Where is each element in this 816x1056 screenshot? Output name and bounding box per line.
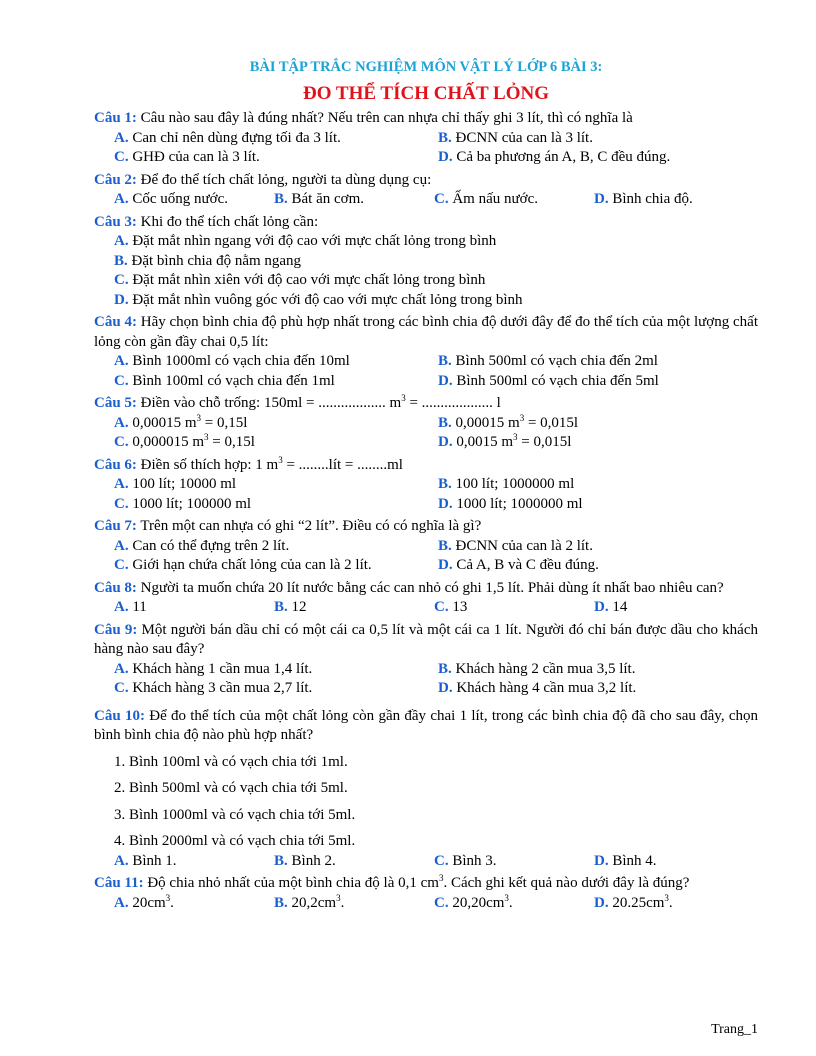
question-label: Câu 2: (94, 171, 137, 188)
question-text: Để đo thể tích chất lỏng, người ta dùng dụng cụ: (140, 171, 432, 188)
option-b[interactable]: B. Đặt bình chia độ nằm ngang (114, 252, 302, 269)
option-d[interactable]: D. $20.25cm^3$. (594, 892, 673, 911)
question-8 (94, 579, 758, 599)
option-d[interactable]: D. Đặt mắt nhìn vuông góc với độ cao với mực chất lỏng trong bình (114, 291, 523, 308)
option-c[interactable]: C. GHĐ của can là 3 lít. (114, 149, 260, 165)
option-a[interactable]: A. Bình 1000ml có vạch chia đến 10ml (114, 353, 350, 369)
option-c[interactable]: C. Bình 100ml có vạch chia đến 1ml (114, 372, 335, 389)
question-6 (94, 456, 758, 476)
option-d[interactable]: D. Khách hàng 4 cần mua 3,2 lít. (438, 680, 637, 696)
question-label: Câu 8: (94, 579, 137, 596)
option-a[interactable]: A. 100 lít; 10000 ml (114, 476, 237, 492)
option-b[interactable]: B. 100 lít; 1000000 ml (438, 476, 575, 492)
option-b[interactable]: B. 0,00015 $m^3 = 0,015l$ (438, 412, 579, 431)
question-7 (94, 517, 758, 537)
question-4 (94, 313, 758, 352)
option-a[interactable]: A. Khách hàng 1 cần mua 1,4 lít. (114, 660, 313, 677)
options-1 (114, 129, 758, 168)
question-text: Trên một can nhựa có ghi “2 lít”. Điều có có nghĩa là gì? (140, 518, 482, 534)
option-b[interactable]: B. Khách hàng 2 cần mua 3,5 lít. (438, 660, 636, 677)
option-a[interactable]: A. Bình 1. (114, 852, 177, 869)
list-item: 2. Bình 500ml và có vạch chia tới 5ml. (114, 780, 348, 796)
options-7 (114, 537, 758, 576)
options-3 (114, 232, 758, 310)
option-a[interactable]: A. Đặt mắt nhìn ngang với độ cao với mực chất lỏng trong bình (114, 233, 497, 249)
options-2 (114, 190, 758, 210)
choice-list (114, 753, 758, 852)
option-b[interactable]: B. 12 (274, 599, 307, 615)
question-label: Câu 10: (94, 707, 145, 724)
question-label: Câu 6: (94, 456, 137, 473)
option-c[interactable]: C. 13 (434, 599, 468, 615)
option-c[interactable]: C. Giới hạn chứa chất lỏng của can là 2 lít. (114, 557, 372, 573)
question-text: Điền vào chỗ trống: 150ml = .................. $m^3$ = ................... l (140, 393, 501, 411)
option-c[interactable]: C. $20,20cm^3$. (434, 892, 513, 911)
question-5 (94, 394, 758, 414)
question-10 (94, 707, 758, 746)
subject-title: BÀI TẬP TRẮC NGHIỆM MÔN VẬT LÝ LỚP 6 BÀI 3: (249, 59, 603, 75)
question-text: Người ta muốn chứa 20 lít nước bằng các can nhỏ có ghi 1,5 lít. Phải dùng ít nhất bao nhiêu can? (140, 579, 724, 596)
question-3 (94, 213, 758, 233)
option-d[interactable]: D. 14 (594, 599, 628, 615)
question-text: Khi đo thể tích chất lỏng cần: (140, 213, 319, 230)
question-label: Câu 4: (94, 314, 137, 330)
option-a[interactable]: A. $20cm^3$. (114, 892, 174, 911)
options-11 (114, 894, 758, 914)
option-c[interactable]: C. Khách hàng 3 cần mua 2,7 lít. (114, 680, 313, 696)
option-b[interactable]: B. $20,2cm^3$. (274, 892, 345, 911)
options-9 (114, 660, 758, 699)
option-c[interactable]: C. 0,000015 $m^3 = 0,15l$ (114, 432, 255, 450)
question-1 (94, 109, 758, 129)
question-text: Hãy chọn bình chia độ phù hợp nhất trong các bình chia độ dưới đây để đo thể tích của một lượng chất lỏng còn gần đầy chai 0,5 lít: (94, 314, 758, 350)
option-b[interactable]: B. Bát ăn cơm. (274, 191, 365, 207)
option-d[interactable]: D. Bình 4. (594, 852, 657, 869)
options-4 (114, 352, 758, 391)
options-5 (114, 414, 758, 453)
question-label: Câu 11: (94, 875, 144, 891)
question-label: Câu 5: (94, 395, 137, 411)
option-a[interactable]: A. Can chỉ nên dùng đựng tối đa 3 lít. (114, 129, 341, 146)
lesson-title: ĐO THỂ TÍCH CHẤT LỎNG (302, 83, 549, 104)
question-text: Để đo thể tích của một chất lỏng còn gần đầy chai 1 lít, trong các bình chia độ đã cho sau đây, chọn bình bình chia độ nào phù hợp nhất? (94, 707, 759, 743)
option-c[interactable]: C. 1000 lít; 100000 ml (114, 495, 252, 512)
option-c[interactable]: C. Đặt mắt nhìn xiên với độ cao với mực chất lỏng trong bình (114, 272, 486, 288)
question-text: Độ chia nhỏ nhất của một bình chia độ là 0,1 $cm^3$. Cách ghi kết quả nào dưới đây là đúng? (147, 873, 690, 891)
option-a[interactable]: A. Cốc uống nước. (114, 191, 228, 207)
option-b[interactable]: B. Bình 500ml có vạch chia đến 2ml (438, 353, 658, 369)
option-d[interactable]: D. 0,0015 $m^3 = 0,015l$ (438, 432, 572, 450)
option-b[interactable]: B. Bình 2. (274, 852, 336, 869)
list-item: 3. Bình 1000ml và có vạch chia tới 5ml. (114, 806, 356, 823)
option-d[interactable]: D. Cả ba phương án A, B, C đều đúng. (438, 149, 671, 165)
option-d[interactable]: D. Bình chia độ. (594, 191, 693, 207)
question-label: Câu 7: (94, 518, 137, 534)
list-item: 1. Bình 100ml và có vạch chia tới 1ml. (114, 753, 348, 770)
page-number: Trang_1 (711, 1022, 758, 1037)
option-a[interactable]: A. Can có thể đựng trên 2 lít. (114, 537, 290, 554)
options-6 (114, 475, 758, 514)
question-label: Câu 3: (94, 213, 137, 230)
question-text: Câu nào sau đây là đúng nhất? Nếu trên can nhựa chỉ thấy ghi 3 lít, thì có nghĩa là (140, 110, 633, 126)
question-2 (94, 171, 758, 191)
options-8 (114, 598, 758, 618)
option-a[interactable]: A. 0,00015 $m^3 = 0,15l$ (114, 412, 248, 431)
option-c[interactable]: C. Bình 3. (434, 852, 497, 869)
question-11 (94, 874, 758, 894)
option-b[interactable]: B. ĐCNN của can là 3 lít. (438, 129, 593, 146)
option-d[interactable]: D. Cả A, B và C đều đúng. (438, 557, 599, 573)
document-page (94, 56, 758, 913)
option-d[interactable]: D. 1000 lít; 1000000 ml (438, 495, 583, 512)
question-text: Điền số thích hợp: 1 $m^3$ = ........lít = ........ml (140, 454, 403, 473)
question-label: Câu 1: (94, 110, 137, 126)
option-b[interactable]: B. ĐCNN của can là 2 lít. (438, 537, 593, 554)
question-label: Câu 9: (94, 621, 138, 638)
question-9 (94, 621, 758, 660)
option-c[interactable]: C. Ấm nấu nước. (434, 191, 538, 207)
list-item: 4. Bình 2000ml và có vạch chia tới 5ml. (114, 833, 356, 849)
options-10 (114, 852, 758, 872)
option-a[interactable]: A. 11 (114, 599, 147, 615)
question-text: Một người bán dầu chỉ có một cái ca 0,5 lít và một cái ca 1 lít. Người đó chỉ bán được dầu cho khách hàng nào sau đây? (94, 621, 758, 657)
option-d[interactable]: D. Bình 500ml có vạch chia đến 5ml (438, 372, 659, 389)
